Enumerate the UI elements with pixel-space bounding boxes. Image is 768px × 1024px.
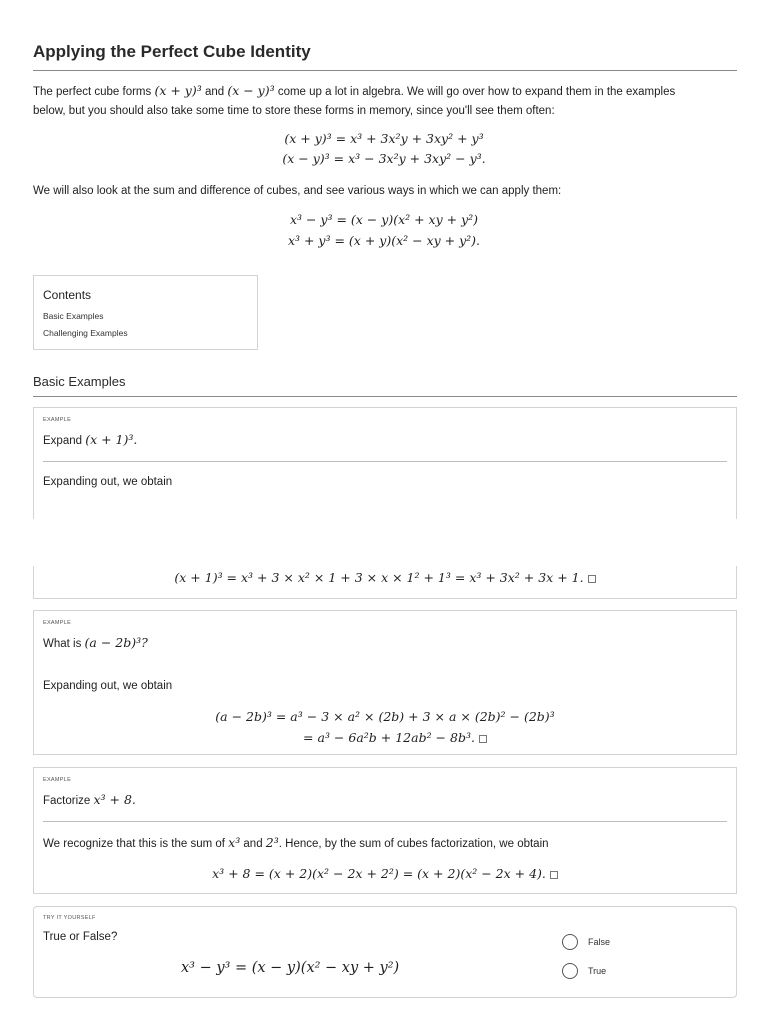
example-prompt-math: x³ + 8.	[93, 792, 136, 807]
example-tag: EXAMPLE	[43, 417, 72, 423]
example-card-1-continued	[33, 566, 737, 599]
contents-box	[33, 275, 258, 350]
example-card-2	[33, 610, 737, 755]
intro-text-3: come up a lot in algebra. We will go over how to expand them in the examples	[274, 86, 676, 98]
example-solution-text: Expanding out, we obtain	[43, 680, 173, 692]
solution-text-part: . Hence, by the sum of cubes factorization, we obtain	[278, 838, 549, 850]
intro-math-1: (x + y)³	[154, 83, 202, 98]
intro-text-4: below, but you should also take some time to store these forms in memory, since you'll see them often:	[33, 105, 555, 117]
example-solution-equation-2	[34, 730, 736, 745]
option-true-label: True	[588, 966, 607, 976]
radio-true[interactable]	[562, 963, 578, 979]
qed-icon	[588, 575, 596, 583]
section-divider	[33, 396, 737, 397]
qed-icon	[550, 871, 558, 879]
title-divider	[33, 70, 737, 71]
example-divider	[43, 461, 727, 462]
example-card-3	[33, 767, 737, 894]
sum-difference-text: We will also look at the sum and difference of cubes, and see various ways in which we can apply them:	[33, 185, 562, 197]
example-prompt	[43, 792, 136, 807]
example-tag: EXAMPLE	[43, 620, 72, 626]
example-solution-text	[43, 835, 549, 850]
identity-equation-1: (x + y)³ = x³ + 3x²y + 3xy² + y³	[284, 131, 484, 146]
contents-link-challenging-examples[interactable]: Challenging Examples	[43, 328, 128, 338]
example-prompt	[43, 635, 148, 650]
difference-of-cubes-equation: x³ − y³ = (x − y)(x² + xy + y²)	[289, 212, 479, 227]
intro-text-2: and	[201, 86, 228, 98]
example-prompt-text: Expand	[43, 435, 86, 447]
contents-link-basic-examples[interactable]: Basic Examples	[43, 311, 104, 321]
example-solution-equation-1: (a − 2b)³ = a³ − 3 × a² × (2b) + 3 × a × (2b)² − (2b)³	[215, 709, 555, 724]
example-solution-text: Expanding out, we obtain	[43, 476, 173, 488]
intro-math-2: (x − y)³	[227, 83, 275, 98]
example-solution-equation-text: x³ + 8 = (x + 2)(x² − 2x + 2²) = (x + 2)(x² − 2x + 4).	[212, 866, 546, 881]
example-prompt-math: (a − 2b)³?	[84, 635, 148, 650]
example-solution-equation-text: (x + 1)³ = x³ + 3 × x² × 1 + 3 × x × 1² + 1³ = x³ + 3x² + 3x + 1.	[174, 570, 584, 585]
intro-text-1: The perfect cube forms	[33, 86, 155, 98]
qed-icon	[479, 735, 487, 743]
page-title: Applying the Perfect Cube Identity	[33, 42, 311, 61]
radio-false[interactable]	[562, 934, 578, 950]
try-it-question: True or False?	[43, 931, 118, 943]
try-it-yourself-card	[33, 906, 737, 998]
option-true[interactable]	[562, 963, 606, 979]
example-tag: EXAMPLE	[43, 777, 72, 783]
solution-math-part: 2³	[265, 835, 279, 850]
solution-math-part: x³	[228, 835, 241, 850]
sum-of-cubes-equation: x³ + y³ = (x + y)(x² − xy + y²).	[287, 233, 481, 248]
example-divider	[43, 821, 727, 822]
try-it-tag: TRY IT YOURSELF	[43, 915, 96, 921]
example-prompt-math: (x + 1)³.	[85, 432, 138, 447]
example-prompt-text: Factorize	[43, 795, 94, 807]
example-solution-equation	[34, 866, 736, 881]
solution-text-part: and	[240, 838, 266, 850]
example-solution-equation	[34, 570, 736, 585]
identity-equation-2: (x − y)³ = x³ − 3x²y + 3xy² − y³.	[282, 151, 486, 166]
section-heading-basic-examples: Basic Examples	[33, 374, 126, 389]
example-solution-equation-2-text: = a³ − 6a²b + 12ab² − 8b³.	[303, 730, 475, 745]
option-false-label: False	[588, 937, 611, 947]
example-card-1	[33, 407, 737, 519]
example-prompt	[43, 432, 137, 447]
option-false[interactable]	[562, 934, 610, 950]
example-prompt-text: What is	[43, 638, 85, 650]
solution-text-part: We recognize that this is the sum of	[43, 838, 229, 850]
try-it-equation: x³ − y³ = (x − y)(x² − xy + y²)	[181, 960, 400, 976]
intro-paragraph	[33, 81, 733, 121]
contents-heading: Contents	[43, 288, 92, 302]
